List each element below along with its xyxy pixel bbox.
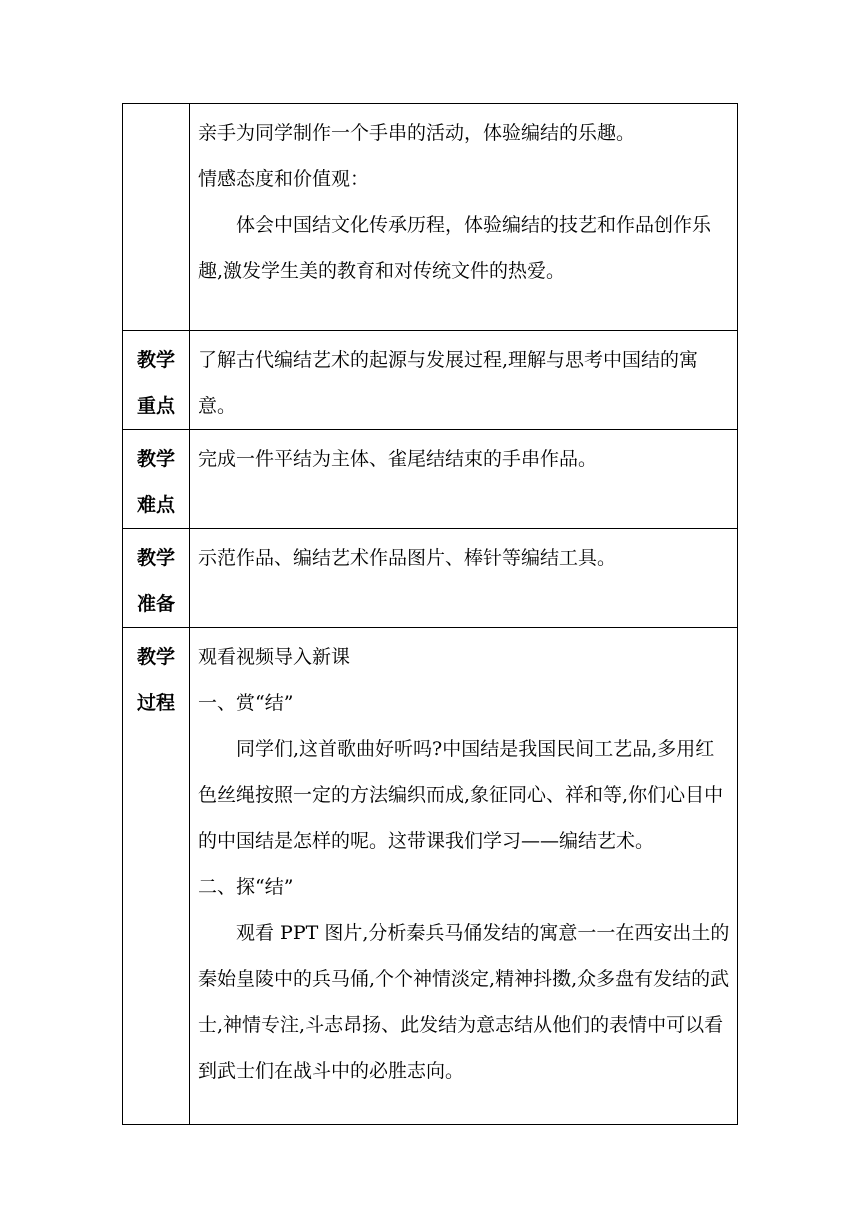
goals-line-emotion-heading: 情感态度和价值观：	[198, 168, 370, 190]
section-title-appreciate: 一、赏“结”	[198, 692, 294, 714]
process-content	[190, 628, 738, 1125]
section-body-explore: 观看 PPT 图片,分析秦兵马俑发结的寓意一一在西安出土的秦始皇陵中的兵马俑,个个神情淡定,精神抖擞,众多盘有发结的武士,神情专注,斗志昂扬、此发结为意志结从他们的表情中可以看到武士们在战斗中的必胜志向。	[198, 922, 730, 1082]
row-label-line1: 教学	[136, 646, 175, 668]
goals-line-activity: 亲手为同学制作一个手串的活动，体验编结的乐趣。	[198, 122, 636, 144]
lesson-plan-page	[122, 103, 738, 1125]
preparation-content	[190, 529, 738, 628]
difficulties-text: 完成一件平结为主体、雀尾结结束的手串作品。	[198, 448, 598, 470]
table-row	[123, 104, 738, 331]
key-points-content	[190, 331, 738, 430]
lesson-plan-table	[122, 103, 738, 1125]
row-label-line1: 教学	[136, 547, 175, 569]
row-label-line2: 准备	[136, 593, 175, 615]
row-label-line2: 难点	[136, 494, 175, 516]
row-label-goals	[123, 104, 190, 331]
goals-line-emotion-body: 体会中国结文化传承历程，体验编结的技艺和作品创作乐趣,激发学生美的教育和对传统文件的热爱。	[198, 214, 712, 282]
goals-content	[190, 104, 738, 331]
row-label-line2: 过程	[136, 692, 175, 714]
row-label-line1: 教学	[136, 349, 175, 371]
difficulties-content	[190, 430, 738, 529]
row-label-difficulties	[123, 430, 190, 529]
row-label-line2: 重点	[136, 395, 175, 417]
key-points-text: 了解古代编结艺术的起源与发展过程,理解与思考中国结的寓意。	[198, 349, 699, 417]
row-label-key-points	[123, 331, 190, 430]
section-title-explore: 二、探“结”	[198, 876, 294, 898]
row-label-process	[123, 628, 190, 1125]
table-row	[123, 628, 738, 1125]
table-row	[123, 331, 738, 430]
row-label-line1: 教学	[136, 448, 175, 470]
table-row	[123, 529, 738, 628]
table-row	[123, 430, 738, 529]
section-body-appreciate: 同学们,这首歌曲好听吗?中国结是我国民间工艺品,多用红色丝绳按照一定的方法编织而成,象征同心、祥和等,你们心目中的中国结是怎样的呢。这带课我们学习——编结艺术。	[198, 738, 724, 852]
preparation-text: 示范作品、编结艺术作品图片、棒针等编结工具。	[198, 547, 617, 569]
row-label-preparation	[123, 529, 190, 628]
process-intro: 观看视频导入新课	[198, 646, 351, 668]
